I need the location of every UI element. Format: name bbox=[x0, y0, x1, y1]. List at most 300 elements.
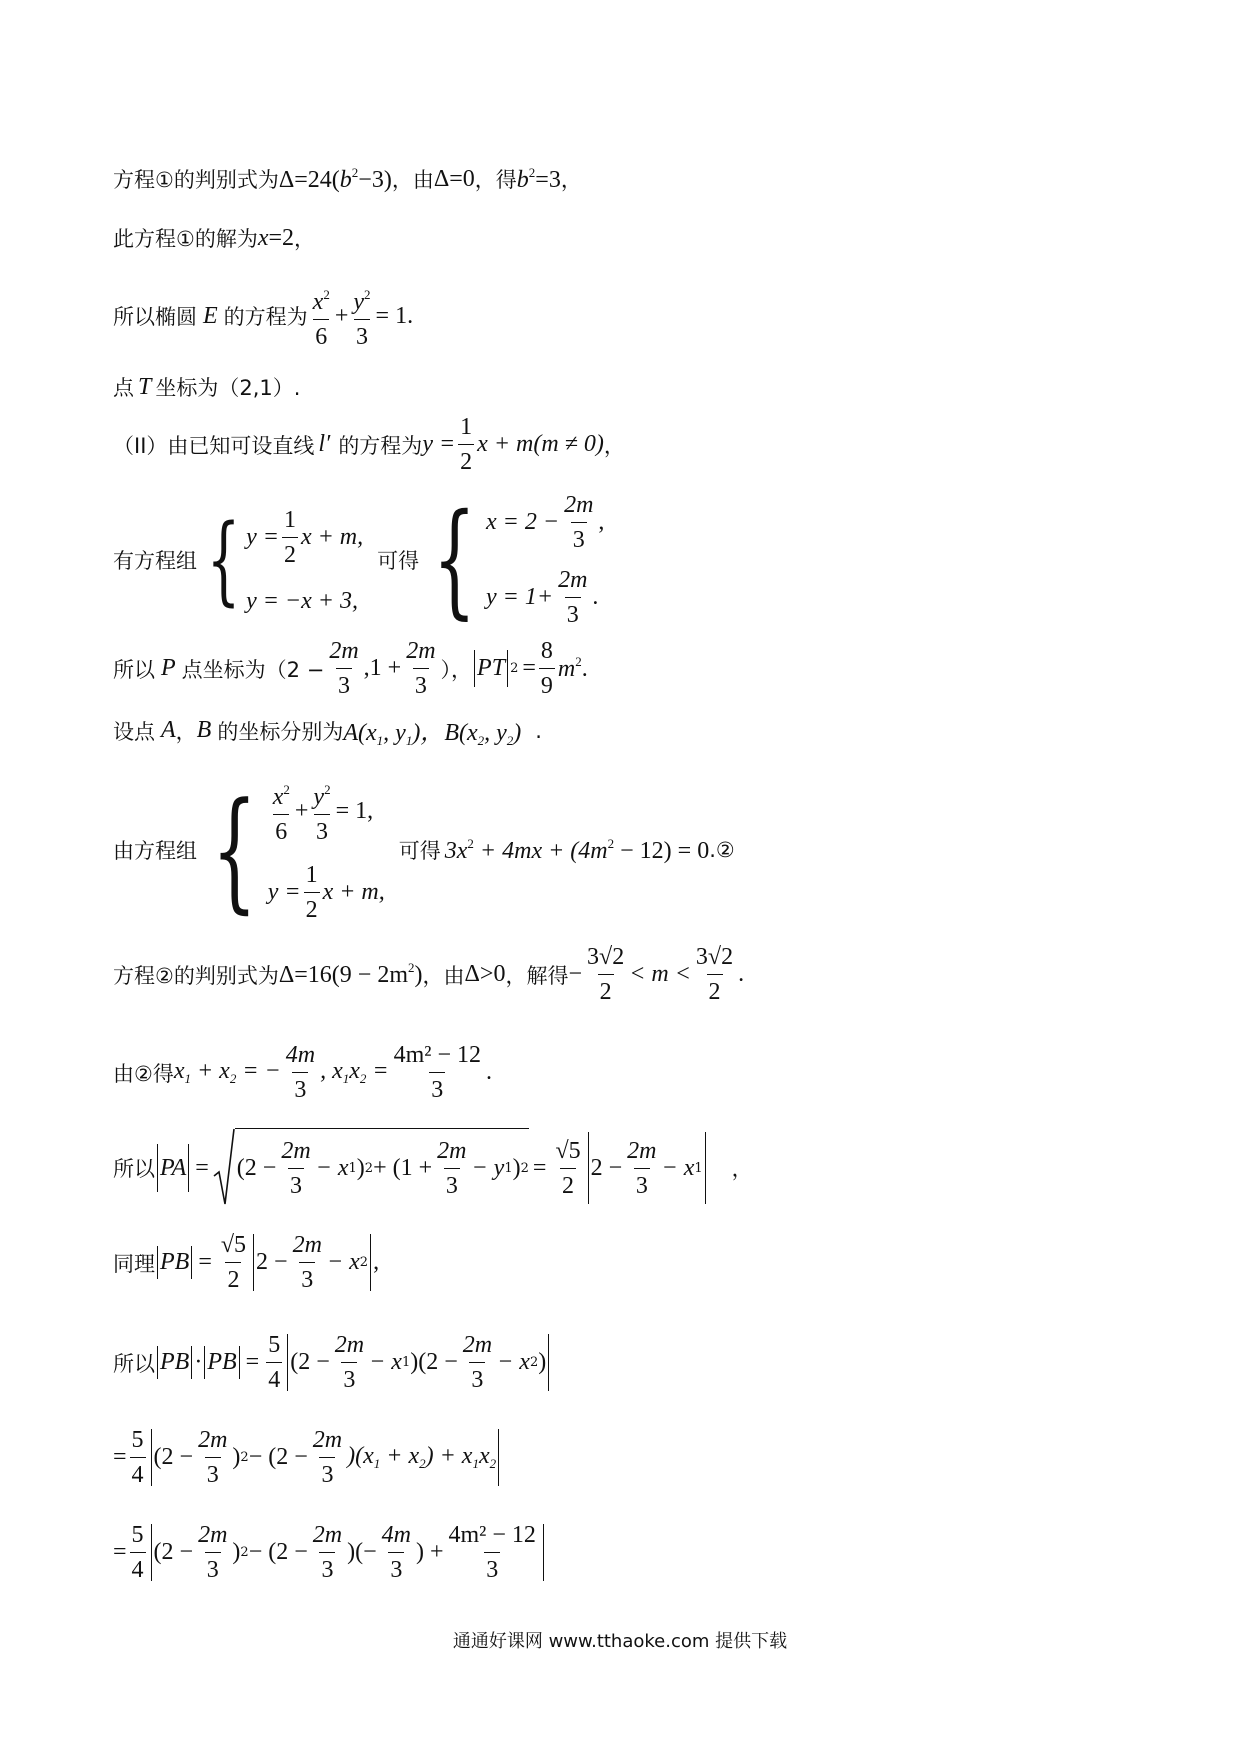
num bbox=[271, 775, 292, 814]
num: √5 bbox=[220, 1232, 247, 1258]
den: 6 bbox=[313, 319, 329, 352]
math: l′ bbox=[318, 431, 331, 457]
abs-bar bbox=[204, 1346, 205, 1379]
text: 的方程为 bbox=[338, 433, 423, 458]
math bbox=[445, 836, 709, 865]
line-13 bbox=[113, 1230, 379, 1295]
math: = bbox=[198, 1249, 212, 1275]
m: y bbox=[313, 784, 325, 810]
num: 5 bbox=[131, 1427, 144, 1453]
line-14 bbox=[113, 1330, 551, 1395]
m: − 12) = 0 bbox=[614, 837, 710, 864]
fraction bbox=[291, 1230, 324, 1295]
num: 2m bbox=[462, 1332, 493, 1358]
sup: 2 bbox=[607, 835, 615, 851]
m: x bbox=[257, 224, 269, 251]
sub: 1 bbox=[348, 1161, 357, 1176]
math: ) bbox=[232, 1539, 241, 1565]
sub: 1 bbox=[472, 1456, 479, 1471]
text: . bbox=[535, 718, 542, 743]
text: （II）由已知可设直线 bbox=[113, 433, 315, 458]
m: = − bbox=[236, 1058, 281, 1084]
math: = bbox=[532, 1154, 547, 1181]
den: 3 bbox=[571, 522, 587, 555]
line-8 bbox=[113, 712, 542, 749]
line-10 bbox=[113, 942, 744, 1007]
math: − (2 − bbox=[248, 1539, 308, 1565]
line-16 bbox=[113, 1520, 546, 1585]
m: = 1, bbox=[335, 797, 374, 824]
den: 3 bbox=[336, 668, 352, 701]
math: + bbox=[334, 302, 349, 329]
text: ，解得 bbox=[505, 963, 569, 988]
math: (2 − bbox=[153, 1444, 194, 1470]
text: 可得 bbox=[377, 549, 420, 573]
line-6 bbox=[113, 490, 604, 630]
fraction bbox=[461, 1330, 494, 1395]
m: , y bbox=[484, 720, 507, 746]
text: .② bbox=[709, 838, 735, 862]
fraction bbox=[556, 565, 589, 630]
abs-bar bbox=[705, 1132, 706, 1204]
fraction bbox=[279, 1136, 312, 1201]
m: x + m, bbox=[300, 524, 364, 550]
math: PB bbox=[160, 1249, 190, 1275]
system-row bbox=[486, 565, 604, 630]
num: 2m bbox=[558, 567, 588, 593]
math: )(2 − bbox=[410, 1349, 458, 1375]
line-11 bbox=[113, 1040, 492, 1105]
den: 6 bbox=[273, 814, 289, 847]
num: 8 bbox=[540, 638, 553, 664]
math: · bbox=[194, 1349, 203, 1375]
num: 4m² − 12 bbox=[393, 1042, 481, 1068]
square-root bbox=[213, 1128, 529, 1208]
den: 3 bbox=[354, 319, 370, 352]
text: ， bbox=[294, 227, 316, 251]
math: < m < bbox=[629, 961, 691, 987]
abs-bar bbox=[239, 1346, 240, 1379]
math bbox=[343, 712, 521, 749]
text: ， bbox=[560, 168, 582, 192]
math bbox=[558, 654, 588, 683]
abs-bar bbox=[287, 1334, 288, 1391]
math: y = bbox=[422, 431, 456, 457]
math: = bbox=[245, 1349, 260, 1375]
fraction bbox=[284, 1040, 317, 1105]
line-2 bbox=[113, 223, 315, 253]
m: y = −x + 3, bbox=[246, 588, 358, 614]
m: x bbox=[478, 1443, 490, 1469]
sup: 2 bbox=[323, 287, 330, 302]
fraction bbox=[404, 636, 437, 701]
m: ) bbox=[512, 1155, 521, 1181]
text: 坐标为（2,1）. bbox=[155, 376, 301, 400]
math: = bbox=[195, 1154, 209, 1181]
system-row bbox=[246, 588, 363, 615]
num: 4m bbox=[381, 1522, 411, 1548]
left-brace: { bbox=[432, 488, 477, 632]
equation-system bbox=[486, 490, 604, 630]
den: 4 bbox=[266, 1362, 282, 1395]
abs-bar bbox=[151, 1524, 152, 1581]
radicand bbox=[235, 1128, 529, 1208]
den: 3 bbox=[205, 1457, 221, 1490]
page-footer: 通通好课网 www.tthaoke.com 提供下载 bbox=[452, 1631, 788, 1652]
fraction bbox=[539, 636, 555, 701]
text: ， bbox=[175, 719, 197, 744]
abs-bar bbox=[474, 650, 475, 687]
math: = bbox=[113, 1539, 127, 1565]
m: 3x bbox=[444, 837, 468, 864]
m: . bbox=[581, 656, 588, 682]
math: Δ>0 bbox=[464, 961, 506, 987]
den: 3 bbox=[288, 1168, 304, 1201]
num: 2m bbox=[334, 1332, 365, 1358]
num: 3√2 bbox=[695, 944, 734, 970]
den: 3 bbox=[413, 668, 429, 701]
m: . bbox=[592, 584, 599, 610]
line-12 bbox=[113, 1128, 753, 1208]
math: − x bbox=[326, 1249, 360, 1275]
fraction bbox=[266, 1330, 282, 1395]
math: PT bbox=[477, 655, 506, 681]
m: y = 1+ bbox=[486, 584, 554, 610]
den: 3 bbox=[319, 1457, 335, 1490]
math: = 1. bbox=[375, 302, 414, 329]
m: m bbox=[557, 656, 576, 682]
sub: 2 bbox=[229, 1071, 237, 1086]
text: 设点 bbox=[113, 719, 155, 744]
text: 所以椭圆 bbox=[113, 305, 197, 329]
m: ) bbox=[513, 720, 522, 746]
math: PA bbox=[160, 1154, 187, 1181]
math: ) + bbox=[415, 1539, 444, 1565]
fraction bbox=[311, 280, 332, 352]
fraction bbox=[458, 412, 474, 477]
sub: 2 bbox=[419, 1456, 426, 1471]
radical-sign-icon bbox=[213, 1128, 235, 1208]
text: 点坐标为（2 − bbox=[181, 657, 325, 682]
fraction bbox=[311, 775, 332, 847]
m: b bbox=[339, 166, 352, 193]
m: x + m, bbox=[322, 879, 385, 905]
math: − x bbox=[369, 1349, 402, 1375]
num: 1 bbox=[283, 507, 296, 533]
text: ，由 bbox=[391, 168, 434, 192]
fraction bbox=[219, 1230, 248, 1295]
fraction bbox=[311, 1520, 344, 1585]
den: 3 bbox=[319, 1552, 335, 1585]
math: T bbox=[138, 373, 152, 400]
m: =2 bbox=[268, 224, 295, 251]
den: 3 bbox=[484, 1552, 500, 1585]
den: 9 bbox=[539, 668, 555, 701]
fraction bbox=[130, 1425, 146, 1490]
den: 3 bbox=[565, 597, 581, 630]
line-7 bbox=[113, 636, 588, 701]
sup: 2 bbox=[240, 1545, 249, 1560]
abs-bar bbox=[543, 1524, 544, 1581]
den: 3 bbox=[292, 1072, 308, 1105]
math: . bbox=[738, 961, 745, 987]
sub: 1 bbox=[342, 1071, 350, 1086]
math bbox=[279, 960, 423, 989]
text: ， bbox=[603, 433, 625, 458]
m: + x bbox=[380, 1443, 420, 1469]
m: )(x bbox=[347, 1443, 374, 1469]
fraction bbox=[585, 942, 626, 1007]
m: y = bbox=[246, 524, 279, 550]
system-row bbox=[268, 775, 385, 847]
num: 2m bbox=[627, 1137, 657, 1164]
m: y bbox=[353, 289, 365, 315]
sub: 1 bbox=[504, 1161, 513, 1176]
num: 4m² − 12 bbox=[448, 1522, 536, 1548]
sub: 1 bbox=[376, 733, 384, 748]
line-15 bbox=[113, 1425, 501, 1490]
math: PB bbox=[207, 1349, 237, 1375]
fraction bbox=[447, 1520, 538, 1585]
num: 2m bbox=[292, 1232, 322, 1258]
sup: 2 bbox=[364, 1161, 374, 1176]
m: Δ=24( bbox=[278, 166, 340, 193]
num bbox=[311, 775, 332, 814]
m: , x bbox=[320, 1058, 343, 1084]
num: 2m bbox=[198, 1427, 228, 1453]
fraction bbox=[311, 1425, 344, 1490]
math: B bbox=[196, 717, 212, 743]
num: 3√2 bbox=[587, 944, 625, 970]
num: 2m bbox=[281, 1138, 311, 1164]
sub: 2 bbox=[477, 733, 485, 748]
m: y = bbox=[267, 879, 301, 905]
den: 3 bbox=[314, 814, 330, 847]
m: ) + x bbox=[425, 1443, 473, 1469]
text: ，得 bbox=[474, 168, 517, 192]
m: x = 2 − bbox=[486, 509, 560, 535]
fraction bbox=[562, 490, 595, 555]
den: 3 bbox=[341, 1362, 357, 1395]
fraction bbox=[553, 1136, 582, 1201]
m: ) bbox=[356, 1155, 365, 1181]
den: 2 bbox=[282, 537, 298, 570]
num: 5 bbox=[131, 1522, 144, 1548]
math: A bbox=[161, 717, 176, 743]
math: . bbox=[486, 1059, 492, 1085]
m: + x bbox=[190, 1058, 230, 1084]
abs-bar bbox=[191, 1246, 192, 1279]
num: 2m bbox=[312, 1427, 343, 1453]
system-row bbox=[246, 505, 363, 570]
num: 2m bbox=[329, 638, 359, 664]
line-4 bbox=[113, 372, 300, 402]
fraction bbox=[392, 1040, 483, 1105]
abs-bar bbox=[498, 1429, 499, 1486]
text: 方程①的判别式为 bbox=[113, 168, 279, 192]
abs-bar bbox=[191, 1346, 192, 1379]
line-1 bbox=[113, 164, 582, 194]
math: ) bbox=[232, 1444, 241, 1470]
sub: 2 bbox=[359, 1071, 367, 1086]
text: 所以 bbox=[113, 1157, 155, 1181]
math: ,1 + bbox=[363, 655, 402, 681]
m: Δ=16(9 − 2m bbox=[278, 962, 408, 988]
m: A(x bbox=[343, 720, 377, 746]
sup: 2 bbox=[324, 782, 331, 797]
fraction bbox=[282, 505, 298, 570]
text: ，由 bbox=[422, 963, 465, 988]
den: 2 bbox=[598, 974, 614, 1007]
fraction bbox=[271, 775, 292, 847]
sub: 2 bbox=[489, 1456, 497, 1471]
m: x bbox=[312, 289, 324, 315]
den: 4 bbox=[130, 1552, 146, 1585]
text: 所以 bbox=[113, 657, 155, 682]
den: 3 bbox=[444, 1168, 460, 1201]
math: = bbox=[113, 1444, 127, 1470]
abs-bar bbox=[588, 1132, 589, 1204]
sup: 2 bbox=[283, 782, 290, 797]
num: √5 bbox=[555, 1137, 581, 1164]
num: 1 bbox=[305, 862, 318, 888]
m: = bbox=[366, 1058, 389, 1084]
den: 2 bbox=[560, 1168, 576, 1201]
fraction bbox=[380, 1520, 413, 1585]
abs-bar bbox=[507, 650, 508, 687]
math bbox=[320, 1058, 389, 1087]
abs-bar bbox=[548, 1334, 549, 1391]
sup: 2 bbox=[364, 287, 371, 302]
num: 5 bbox=[268, 1332, 281, 1358]
fraction bbox=[333, 1330, 366, 1395]
num: 4m bbox=[285, 1042, 316, 1068]
sub: 1 bbox=[184, 1071, 191, 1086]
abs-bar bbox=[157, 1144, 158, 1192]
math bbox=[258, 225, 294, 252]
text: 的坐标分别为 bbox=[217, 719, 344, 744]
math: , bbox=[373, 1249, 380, 1275]
sup: 2 bbox=[351, 164, 359, 180]
m: , bbox=[598, 509, 605, 535]
m: )， bbox=[412, 720, 445, 746]
den: 3 bbox=[299, 1262, 315, 1295]
math: (2 − bbox=[290, 1349, 330, 1375]
m: b bbox=[516, 166, 529, 193]
fraction bbox=[435, 1136, 468, 1201]
system-row bbox=[486, 490, 604, 555]
text: 同理 bbox=[113, 1251, 155, 1276]
sup: 2 bbox=[467, 835, 474, 851]
sup: 2 bbox=[520, 1161, 529, 1176]
math: P bbox=[161, 655, 176, 681]
math: − x bbox=[497, 1349, 530, 1375]
text: 由②得 bbox=[113, 1061, 174, 1086]
system-row bbox=[268, 860, 385, 925]
m: , y bbox=[383, 720, 406, 746]
den: 2 bbox=[458, 444, 474, 477]
m: + bbox=[294, 797, 309, 824]
m: + (1 + bbox=[373, 1155, 433, 1181]
den: 3 bbox=[634, 1168, 650, 1201]
m: − y bbox=[471, 1155, 505, 1181]
text: 的方程为 bbox=[223, 305, 308, 329]
num bbox=[311, 280, 332, 319]
text: ）， bbox=[440, 657, 473, 682]
fraction bbox=[130, 1520, 146, 1585]
m: − x bbox=[315, 1155, 349, 1181]
fraction bbox=[625, 1136, 658, 1201]
fraction bbox=[694, 942, 735, 1007]
sub: 2 bbox=[529, 1355, 539, 1370]
math: )(− bbox=[347, 1539, 377, 1565]
text: 有方程组 bbox=[113, 549, 197, 573]
num: 2m bbox=[564, 492, 594, 518]
m: ) bbox=[414, 962, 423, 988]
m: x bbox=[349, 1058, 360, 1084]
math: 2 − bbox=[590, 1154, 623, 1181]
math: − x bbox=[661, 1154, 695, 1181]
equation-system bbox=[268, 775, 385, 925]
left-brace: { bbox=[206, 504, 241, 616]
math bbox=[517, 165, 561, 194]
sub: 2 bbox=[506, 733, 514, 748]
text: 点 bbox=[113, 376, 134, 400]
sub: 1 bbox=[373, 1456, 381, 1471]
math: E bbox=[203, 302, 218, 329]
sub: 1 bbox=[694, 1160, 703, 1176]
math: x + m(m ≠ 0) bbox=[477, 431, 604, 457]
math: PB bbox=[160, 1349, 190, 1375]
text: 此方程①的解为 bbox=[113, 227, 258, 251]
m: x bbox=[173, 1058, 185, 1084]
fraction bbox=[196, 1425, 229, 1490]
line-3 bbox=[113, 280, 413, 352]
fraction bbox=[304, 860, 320, 925]
equation-system bbox=[246, 505, 363, 615]
math bbox=[279, 165, 392, 194]
sup: 2 bbox=[528, 164, 536, 180]
math: 2 − bbox=[256, 1249, 288, 1275]
m: + 4mx + (4m bbox=[473, 837, 608, 864]
fraction bbox=[196, 1520, 229, 1585]
abs-bar bbox=[157, 1346, 158, 1379]
line-9 bbox=[113, 775, 735, 925]
math: (2 − bbox=[153, 1539, 194, 1565]
num: 2m bbox=[437, 1138, 467, 1164]
text: 方程②的判别式为 bbox=[113, 963, 279, 988]
sup: 2 bbox=[240, 1450, 249, 1465]
m: −3) bbox=[358, 166, 392, 193]
num: 1 bbox=[460, 414, 473, 440]
text: ， bbox=[731, 1157, 753, 1181]
sup: 2 bbox=[575, 654, 582, 669]
den: 3 bbox=[388, 1552, 404, 1585]
m: (2 − bbox=[236, 1155, 277, 1181]
math: = bbox=[522, 655, 536, 681]
math bbox=[174, 1058, 281, 1087]
math: − (2 − bbox=[248, 1444, 308, 1470]
line-5 bbox=[113, 412, 625, 477]
num bbox=[351, 280, 372, 319]
math: Δ=0 bbox=[433, 165, 475, 192]
abs-bar bbox=[253, 1234, 254, 1291]
sub: 1 bbox=[405, 733, 413, 748]
num: 2m bbox=[406, 638, 436, 664]
abs-bar bbox=[157, 1246, 158, 1279]
fraction bbox=[327, 636, 360, 701]
den: 3 bbox=[205, 1552, 221, 1585]
